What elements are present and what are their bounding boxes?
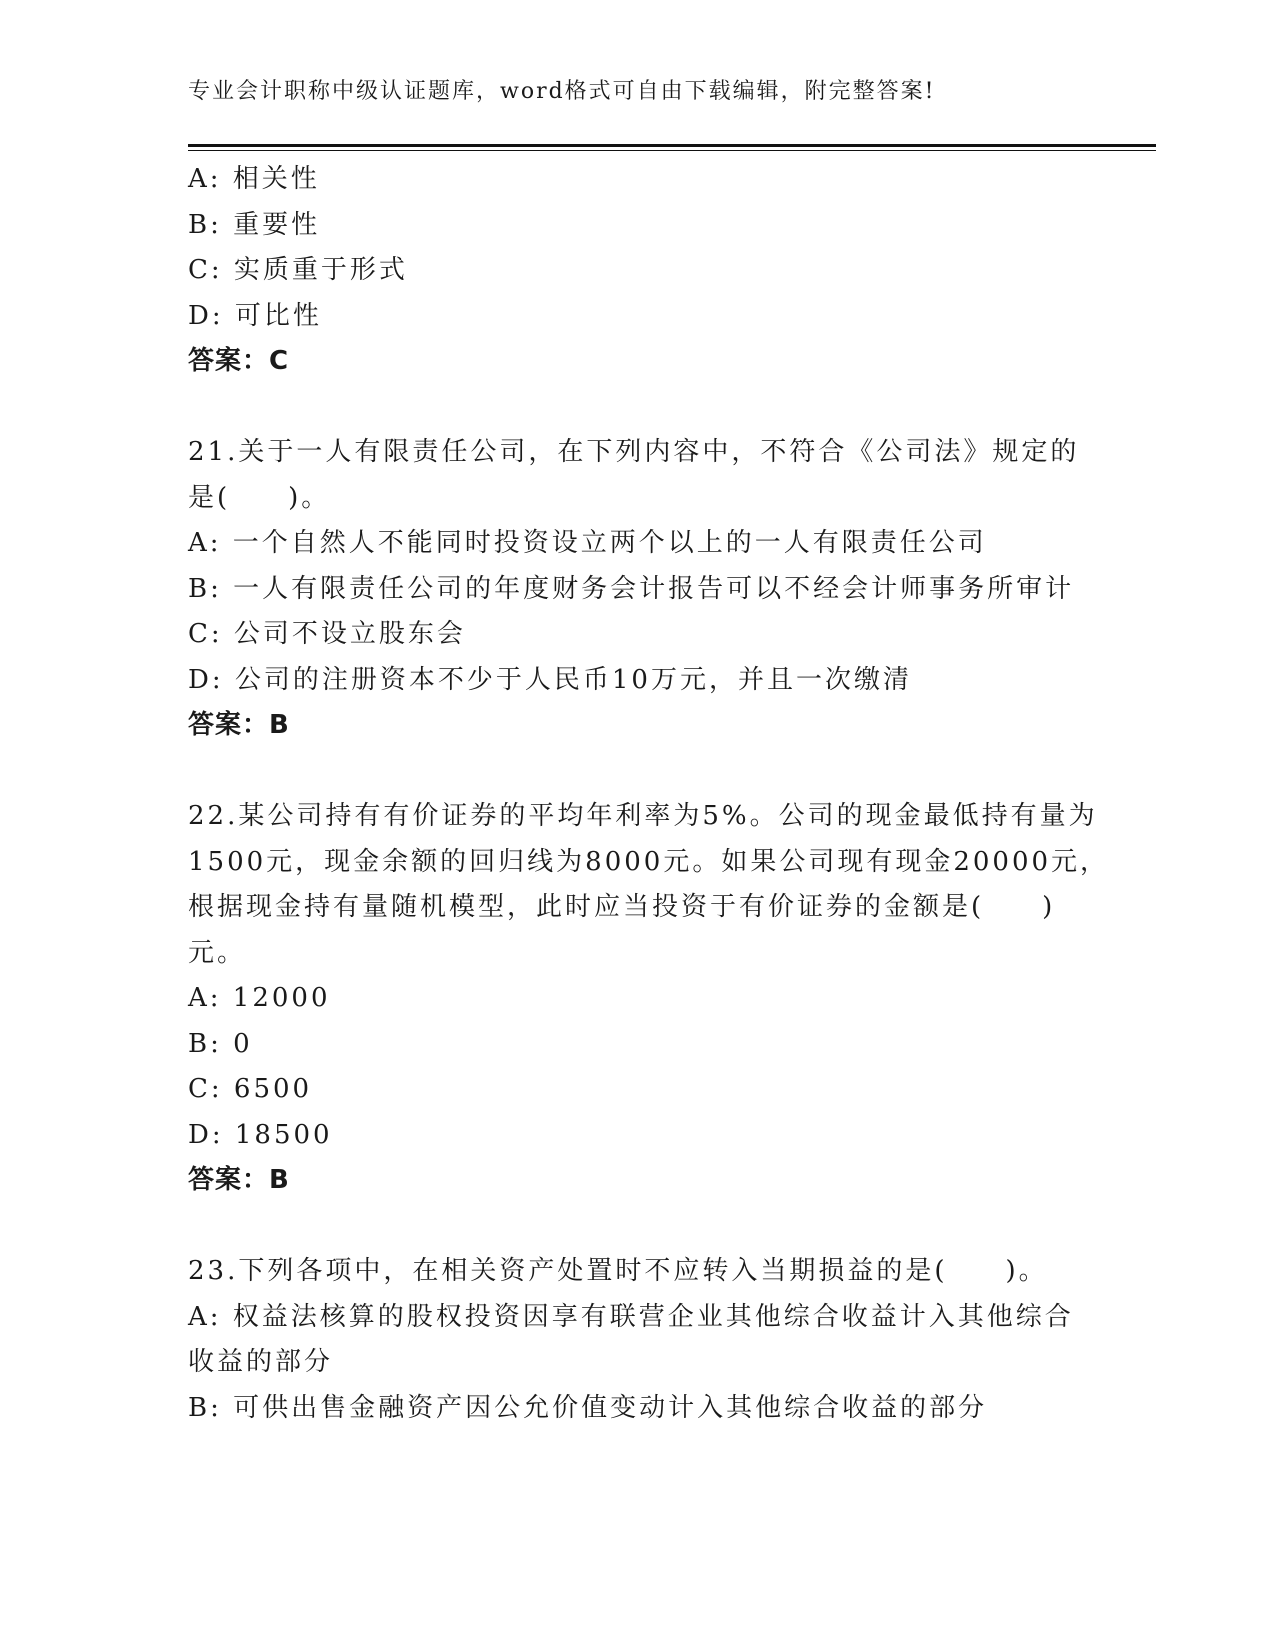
question-20 bbox=[188, 157, 1088, 385]
option-c: C: 6500 bbox=[188, 1074, 313, 1104]
option-a: A: 一个自然人不能同时投资设立两个以上的一人有限责任公司 bbox=[188, 528, 987, 558]
question-stem: 1500元，现金余额的回归线为8000元。如果公司现有现金20000元， bbox=[188, 846, 1110, 877]
question-stem: 是( )。 bbox=[188, 482, 331, 513]
option-a-continued: 收益的部分 bbox=[188, 1347, 334, 1377]
question-stem: 元。 bbox=[188, 937, 247, 968]
question-stem: 21.关于一人有限责任公司，在下列内容中，不符合《公司法》规定的 bbox=[188, 437, 1080, 467]
page-header: 专业会计职称中级认证题库，word格式可自由下载编辑，附完整答案! bbox=[188, 79, 936, 104]
option-b: B: 重要性 bbox=[188, 209, 321, 240]
option-b: B: 可供出售金融资产因公允价值变动计入其他综合收益的部分 bbox=[188, 1392, 988, 1423]
option-c: C: 公司不设立股东会 bbox=[188, 619, 466, 649]
question-23 bbox=[188, 1249, 1088, 1431]
header-rule-thin bbox=[188, 150, 1156, 151]
spacer bbox=[188, 1204, 1088, 1250]
header-rule-thick bbox=[188, 144, 1156, 147]
spacer bbox=[188, 749, 1088, 795]
option-a: A: 12000 bbox=[188, 983, 331, 1013]
option-c: C: 实质重于形式 bbox=[188, 255, 408, 285]
option-b: B: 0 bbox=[188, 1028, 253, 1059]
answer: 答案：C bbox=[188, 346, 290, 376]
question-stem: 22.某公司持有有价证券的平均年利率为5%。公司的现金最低持有量为 bbox=[188, 801, 1098, 831]
option-b: B: 一人有限责任公司的年度财务会计报告可以不经会计师事务所审计 bbox=[188, 573, 1075, 604]
question-21 bbox=[188, 430, 1088, 749]
question-stem: 23.下列各项中，在相关资产处置时不应转入当期损益的是( )。 bbox=[188, 1256, 1048, 1286]
option-d: D: 公司的注册资本不少于人民币10万元，并且一次缴清 bbox=[188, 664, 912, 695]
answer: 答案：B bbox=[188, 1165, 290, 1195]
answer: 答案：B bbox=[188, 710, 290, 740]
question-22 bbox=[188, 794, 1110, 1204]
spacer bbox=[188, 385, 1088, 431]
option-d: D: 可比性 bbox=[188, 300, 322, 331]
option-d: D: 18500 bbox=[188, 1119, 333, 1150]
question-stem: 根据现金持有量随机模型，此时应当投资于有价证券的金额是( ) bbox=[188, 892, 1056, 922]
option-a: A: 相关性 bbox=[188, 164, 320, 194]
option-a: A: 权益法核算的股权投资因享有联营企业其他综合收益计入其他综合 bbox=[188, 1301, 1074, 1332]
question-content bbox=[188, 157, 1110, 1431]
